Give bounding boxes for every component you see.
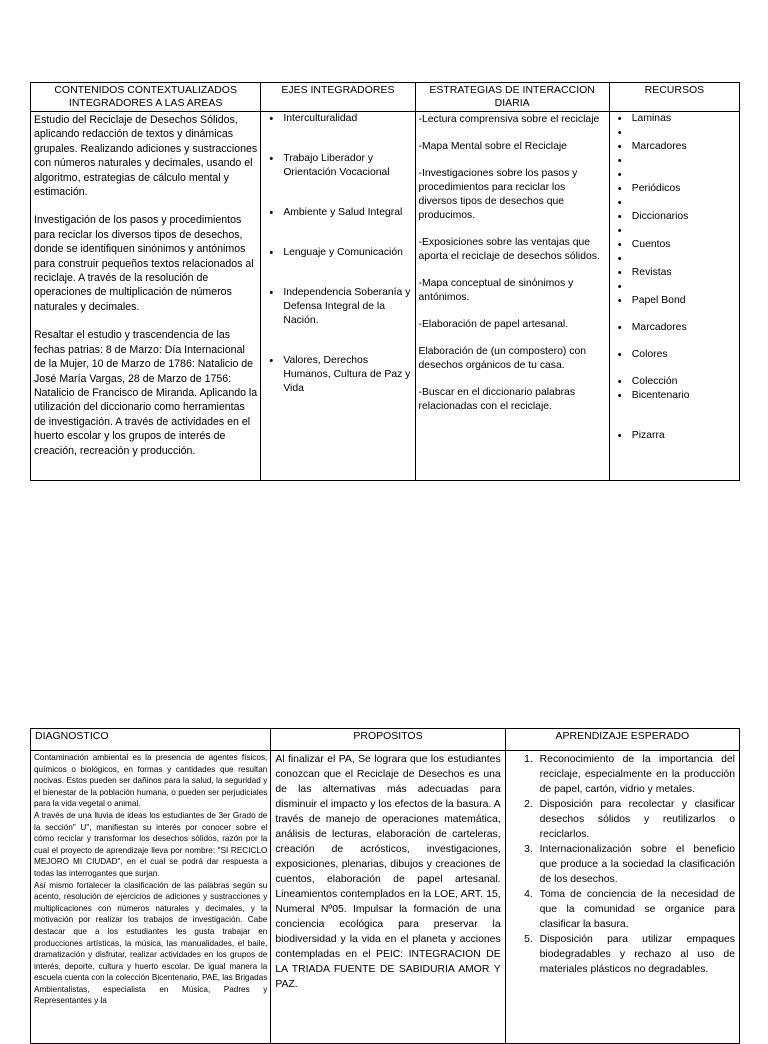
aprendizaje-item: 5. Disposición para utilizar empaques biodegradables y rechazo al uso de materiales plásticos no degradables. <box>536 932 735 977</box>
header-ejes: EJES INTEGRADORES <box>261 83 415 112</box>
recurso-item: • Cuentos <box>610 238 739 252</box>
contenidos-cell <box>31 112 261 481</box>
recurso-item <box>610 252 739 266</box>
estrategia-item: -Investigaciones sobre los pasos y procedimientos para reciclar los diversos tipos de desechos que producimos. <box>418 168 578 221</box>
header-estrategias: ESTRATEGIAS DE INTERACCION DIARIA <box>415 83 609 112</box>
estrategia-item: -Mapa conceptual de sinónimos y antónimos. <box>418 278 574 303</box>
diagnostic-table-row <box>31 751 740 1044</box>
diagnostic-table <box>30 728 740 1044</box>
aprendizaje-item: 4. Toma de conciencia de la necesidad de que la comunidad se organice para clasificar la basura. <box>536 887 735 932</box>
diagnostico-cell <box>31 751 271 1044</box>
aprendizaje-item: 2. Disposición para recolectar y clasificar desechos sólidos y reutilizarlos o reciclarlos. <box>536 797 735 842</box>
contenido-paragraph: Investigación de los pasos y procedimientos para reciclar los diversos tipos de desechos, donde se identifiquen sinónimos y antónimos para construir pequeños textos relacionados al reciclaje. A través de la resolución de operaciones de multiplicación de números naturales y decimales. <box>34 214 254 313</box>
eje-item: • Lenguaje y Comunicación <box>261 246 414 260</box>
recurso-item <box>610 196 739 210</box>
recurso-item <box>610 168 739 182</box>
recurso-item: • Revistas <box>610 266 739 280</box>
aprendizaje-list <box>506 751 739 977</box>
estrategia-item: -Mapa Mental sobre el Reciclaje <box>418 141 567 152</box>
planning-table-row <box>31 112 740 481</box>
eje-item: • Interculturalidad <box>261 112 414 126</box>
recursos-list <box>610 112 739 443</box>
aprendizaje-item: 3. Internacionalización sobre el beneficio que produce a la sociedad la clasificación de los desechos. <box>536 842 735 887</box>
aprendizaje-cell <box>505 751 739 1044</box>
recurso-item: • Diccionarios <box>610 210 739 224</box>
recurso-item: • Laminas <box>610 112 739 126</box>
recursos-cell <box>609 112 739 481</box>
eje-item: • Independencia Soberanía y Defensa Integral de la Nación. <box>261 286 414 328</box>
header-propositos: PROPOSITOS <box>271 729 505 751</box>
estrategia-item: Elaboración de (un compostero) con desechos orgánicos de tu casa. <box>418 346 587 371</box>
propositos-text: Al finalizar el PA, Se lograra que los estudiantes conozcan que el Reciclaje de Desechos es una de las alternativas más adecuadas para disminuir el impacto y los efectos de la basura. A través de manejo de operaciones matemática, análisis de lecturas, elaboración de carteleras, creación de acrósticos, investigaciones, exposiciones, plenarias, dibujos y creaciones de cuentos, elaboración de papel artesanal. Lineamientos contemplados en la LOE, ART. 15, Numeral Nº05. Impulsar la formación de una conciencia ecológica para preservar la biodiversidad y la vida en el planeta y acciones contempladas en el PEIC: INTEGRACION DE LA TRIADA FUENTE DE SABIDURIA AMOR Y PAZ. <box>275 754 501 990</box>
eje-item: • Trabajo Liberador y Orientación Vocacional <box>261 152 414 180</box>
recurso-item: • Bicentenario <box>610 389 739 403</box>
estrategia-item: -Elaboración de papel artesanal. <box>418 319 569 330</box>
ejes-list <box>261 112 414 396</box>
estrategia-item: -Exposiciones sobre las ventajas que aporta el reciclaje de desechos sólidos. <box>418 237 600 262</box>
recurso-item <box>610 154 739 168</box>
diagnostico-paragraph: Contaminación ambiental es la presencia de agentes físicos, químicos o biológicos, en formas y cantidades que resultan nocivas. Estos pueden ser dañinos para la salud, la seguridad y el bienestar de la población humana, o pueden ser perjudiciales para la vida vegetal o animal. <box>34 753 268 809</box>
header-contenidos: CONTENIDOS CONTEXTUALIZADOS INTEGRADORES A LAS AREAS <box>31 83 261 112</box>
header-aprendizaje: APRENDIZAJE ESPERADO <box>505 729 739 751</box>
header-diagnostico: DIAGNOSTICO <box>31 729 271 751</box>
recurso-item <box>610 224 739 238</box>
diagnostico-paragraph: Así mismo fortalecer la clasificación de las palabras según su acento, resolución de ejercicios de adiciones y sustracciones y multiplicaciones con números naturales y decimales, y la motivación por realizar los trabajos de investigación. Cabe destacar que a los estudiantes les gusta trabajar en producciones artísticas, la música, las manualidades, el baile, dramatización y disfrutar, realizar actividades en los grupos de interés, deporte, cultura y huerto escolar. De igual manera la escuela cuenta con la colección Bicentenario, PAE, las Brigadas Ambientalistas, especialista en Música, Padres y Representantes y la <box>34 880 268 1006</box>
estrategia-item: -Lectura comprensiva sobre el reciclaje <box>418 114 600 125</box>
estrategia-item: -Buscar en el diccionario palabras relacionadas con el reciclaje. <box>418 387 576 412</box>
eje-item: • Ambiente y Salud Integral <box>261 206 414 220</box>
recurso-item: • Periódicos <box>610 182 739 196</box>
diagnostico-paragraph: A través de una lluvia de ideas los estudiantes de 3er Grado de la sección" U", manifiestan su interés por conocer sobre el cómo reciclar y transformar los desechos sólidos, razón por la cual el proyecto de aprendizaje lleva por nombre: "SI RECICLO MEJORO MI CIUDAD", en el cual se podrá dar respuesta a todas las interrogantes que surjan. <box>34 810 268 878</box>
contenido-paragraph: Resaltar el estudio y trascendencia de las fechas patrias: 8 de Marzo: Día Internacional de la Mujer, 10 de Marzo de 1786: Natalicio de José María Vargas, 28 de Marzo de 1756: Natalicio de Francisco de Miranda. Aplicando la utilización del diccionario como herramientas de investigación. A través de actividades en el huerto escolar y los grupos de interés de creación, recreación y producción. <box>34 329 258 457</box>
ejes-cell <box>261 112 415 481</box>
recurso-item: • Papel Bond <box>610 294 739 308</box>
propositos-cell <box>271 751 505 1044</box>
planning-table <box>30 82 740 481</box>
recurso-item: • Colores <box>610 348 739 362</box>
planning-table-header <box>31 83 740 112</box>
contenido-paragraph: Estudio del Reciclaje de Desechos Sólidos, aplicando redacción de textos y dinámicas grupales. Realizando adiciones y sustracciones con números naturales y decimales, usando el algoritmo, estrategias de cálculo mental y estimación. <box>34 114 258 199</box>
recurso-item: • Marcadores <box>610 140 739 154</box>
aprendizaje-item: 1. Reconocimiento de la importancia del reciclaje, especialmente en la producción de papel, cartón, vidrio y metales. <box>536 752 735 797</box>
recurso-item: • Pizarra <box>610 429 739 443</box>
recurso-item: • Colección <box>610 375 739 389</box>
eje-item: • Valores, Derechos Humanos, Cultura de Paz y Vida <box>261 354 414 396</box>
recurso-item: • Marcadores <box>610 321 739 335</box>
diagnostic-table-header <box>31 729 740 751</box>
header-recursos: RECURSOS <box>609 83 739 112</box>
estrategias-cell <box>415 112 609 481</box>
recurso-item <box>610 280 739 294</box>
recurso-item <box>610 126 739 140</box>
